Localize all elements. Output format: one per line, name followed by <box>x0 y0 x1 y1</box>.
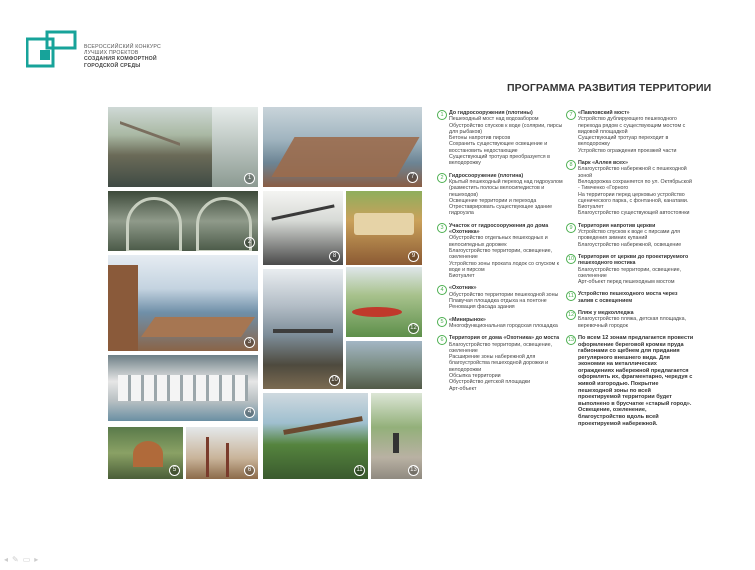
zone-number-badge: 4 <box>437 285 447 295</box>
photo-9 <box>346 191 422 265</box>
zone-line: Расширение зоны набережной для благоустройства пешеходной дорожки и велодорожки <box>449 354 549 373</box>
zone-title: До гидросооружения (плотины) <box>449 110 533 116</box>
zone-line: Велодорожка сохраняется по ул. Октябрьской - Тимченко «Горного <box>578 178 692 192</box>
photo-label: 9 <box>408 251 419 262</box>
zone-title: Парк «Аллея всех» <box>578 160 628 167</box>
page-title: ПРОГРАММА РАЗВИТИЯ ТЕРРИТОРИИ <box>507 82 712 94</box>
zone-line: Существующий тротуар переходит в велодорожку <box>578 135 669 148</box>
zone-title: Участок от гидросооружения до дома «Охотника» <box>449 222 549 236</box>
zone-3 <box>437 223 565 280</box>
logo-mark-icon <box>26 30 78 68</box>
zone-line: Существующий тротуар преобразуется в велодорожку <box>449 154 550 167</box>
zone-line: Многофункциональная городская площадка <box>449 322 558 329</box>
zone-line: Освещение территории и перехода <box>449 197 537 204</box>
zone-title: Территория от церкви до проектируемого пешеходного мостика <box>578 253 689 267</box>
photo-1 <box>108 107 258 187</box>
zone-line: Благоустройство набережной, освещение <box>578 241 682 248</box>
zone-line: Арт-объект перед пешеходным мостом <box>578 279 675 286</box>
zone-title: «Павловский мост» <box>578 110 630 116</box>
zone-title: Территория от дома «Охотника» до моста <box>449 335 560 342</box>
zone-line: Благоустройство существующей автостоянки <box>578 210 690 217</box>
zone-11 <box>566 291 694 304</box>
logo-line-3: СОЗДАНИЯ КОМФОРТНОЙ <box>84 56 157 63</box>
viewer-toolbar <box>4 555 42 564</box>
arrow-right-icon[interactable]: ▸ <box>34 555 43 564</box>
photo-12 <box>346 267 422 337</box>
contest-logo <box>26 30 196 72</box>
zone-line: Благоустройство территории, освещение, озеленение <box>449 341 553 354</box>
page-icon[interactable]: ▭ <box>22 555 35 564</box>
zone-number-badge: 12 <box>567 312 575 319</box>
zone-line: Устройство спусков к воде с пирсами для проведения зимних купаний <box>578 229 681 242</box>
photo-label: 11 <box>354 465 365 476</box>
zone-number-badge: 8 <box>566 160 576 170</box>
zone-line: Обустройство детской площадки <box>449 379 531 386</box>
photo-label: 6 <box>244 465 255 476</box>
zone-line: Сохранить существующее освещение и восстановить недостающие <box>449 141 548 154</box>
zone-number-badge: 13 <box>567 336 575 343</box>
zone-title: Пляж у медколледжа <box>578 310 634 317</box>
zone-line: Арт-объект <box>449 385 477 392</box>
photo-8 <box>263 191 343 265</box>
zone-line: Обсыпка территории <box>449 372 501 379</box>
photo-label: 13 <box>408 465 419 476</box>
zone-number-badge: 6 <box>437 335 447 345</box>
photo-label: 5 <box>169 465 180 476</box>
zone-line: Обустройство отдельных пешеходных и велосипедных дорожек <box>449 235 548 248</box>
photo-10 <box>263 269 343 389</box>
photo-4 <box>108 355 258 421</box>
zone-number-badge: 7 <box>566 110 576 120</box>
program-column-left <box>437 110 565 398</box>
zone-title: «Минирынок» <box>449 316 486 323</box>
final-note: По всем 12 зонам предлагается провести оформление береговой кромки пруда габионами со щебнем для придания регулярного внешнего вида. Для экономии на металлических ограждениях набережной предлагается оформлять их, фрагментарно, чередуя с живой изгородью. Покрытие пешеходной зоны по всей проектируемой территории будет выполнено в брусчатке «старый город». Освещение, озеленение, благоустройство вдоль всей проектируемой набережной. <box>578 334 694 427</box>
photo-label: 7 <box>407 172 418 183</box>
photo-label: 2 <box>244 237 255 248</box>
zone-number-badge: 10 <box>567 255 575 262</box>
zone-line: Устройство ограждения проезжей части <box>578 147 677 154</box>
zone-10 <box>566 254 694 285</box>
zone-number-badge: 2 <box>437 173 447 183</box>
zone-7 <box>566 110 694 154</box>
zone-line: Устройство зоны проката лодок со спуском к воде и пирсом <box>449 260 559 273</box>
zone-line: Благоустройство набережной с пешеходной зоной <box>578 166 687 179</box>
zone-1 <box>437 110 565 167</box>
arrow-left-icon[interactable]: ◂ <box>4 555 13 564</box>
zone-line: Крытый пешеходный переход над гидроузлом (разместить полосы велосипедистов и пешеходов) <box>449 178 563 198</box>
zone-line: Устройство дублирующего пешеходного перехода рядом с существующим мостом с видовой площадкой <box>578 116 686 135</box>
photo-2 <box>108 191 258 251</box>
zone-line: Бетоны напротив пирсов <box>449 135 511 142</box>
photo-11 <box>263 393 368 479</box>
photo-label: 8 <box>329 251 340 262</box>
program-column-right <box>566 110 694 433</box>
zone-number-badge: 1 <box>437 110 447 120</box>
photo-13 <box>371 393 422 479</box>
zone-number-badge: 9 <box>566 223 576 233</box>
photo-3 <box>108 255 258 351</box>
zone-9 <box>566 223 694 248</box>
photo-label: 3 <box>244 337 255 348</box>
logo-text <box>84 44 161 69</box>
logo-line-1: ВСЕРОССИЙСКИЙ КОНКУРС <box>84 44 161 50</box>
zone-number-badge: 3 <box>437 223 447 233</box>
zone-line: На территории перед церковью устройство сценического парка, с фонтанной, канатами. Биотуалет <box>578 191 689 211</box>
zone-title: «Охотник» <box>449 285 477 292</box>
zone-line: Благоустройство пляжа, детская площадка, веревочный городок <box>578 316 686 329</box>
zone-line: Пешеходный мост над водозабором <box>449 116 539 123</box>
pencil-icon[interactable]: ✎ <box>12 555 23 564</box>
zone-2 <box>437 173 565 217</box>
zone-line: Биотуалет <box>449 273 475 280</box>
zone-title: Гидросооружение (плотина) <box>449 172 524 179</box>
zone-5 <box>437 317 565 330</box>
logo-line-4: ГОРОДСКОЙ СРЕДЫ <box>84 62 141 69</box>
zone-line: Реновация фасада здания <box>449 304 515 311</box>
zone-6 <box>437 335 565 392</box>
photo-collage <box>108 107 422 479</box>
zone-13 <box>566 335 694 427</box>
photo-label: 10 <box>329 375 340 386</box>
zone-number-badge: 11 <box>566 291 576 301</box>
logo-line-2: ЛУЧШИХ ПРОЕКТОВ <box>84 50 139 57</box>
zone-line: Благоустройство территории, освещение, озеленение <box>578 266 682 279</box>
photo-label: 1 <box>244 173 255 184</box>
zone-line: Отреставрировать существующее здание гидроузла <box>449 204 553 217</box>
zone-4 <box>437 285 565 310</box>
zone-8 <box>566 160 694 217</box>
photo-5 <box>108 427 183 479</box>
photo-label: 12 <box>408 323 419 334</box>
photo-river <box>346 341 422 389</box>
zone-line: Обустройство территории пешеходной зоны <box>449 291 559 298</box>
zone-12 <box>566 310 694 329</box>
zone-line: Благоустройство территории, освещение, озеленение <box>449 247 553 261</box>
zone-line: Плавучая площадка отдыха на понтоне <box>449 298 547 305</box>
zone-title: Устройство пешеходного моста через залив с освещением <box>578 291 678 304</box>
zone-number-badge: 5 <box>437 317 447 327</box>
photo-7 <box>263 107 422 187</box>
zone-line: Обустройство спусков к воде (солярии, пирсы для рыбаков) <box>449 122 563 135</box>
photo-6 <box>186 427 258 479</box>
zone-title: Территория напротив церкви <box>578 222 656 229</box>
photo-label: 4 <box>244 407 255 418</box>
